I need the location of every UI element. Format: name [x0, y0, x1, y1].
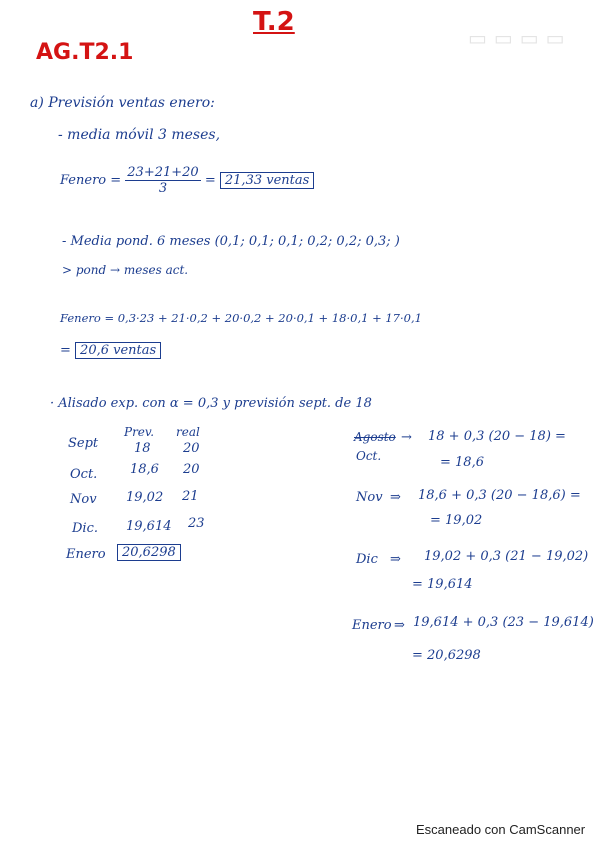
camscanner-footer: Escaneado con CamScanner — [416, 822, 586, 837]
equals-sign: = — [60, 343, 71, 358]
calc-label: Dic — [356, 552, 378, 567]
weighted-average-formula: Fenero = 0,3·23 + 21·0,2 + 20·0,2 + 20·0,1 + 18·0,1 + 17·0,1 — [60, 311, 422, 325]
column-header-real: real — [176, 425, 200, 439]
weighted-average-note: > pond → meses act. — [62, 263, 189, 277]
moving-average-label: - media móvil 3 meses, — [58, 127, 221, 143]
table-row-real: 20 — [183, 462, 200, 477]
table-row-month: Oct. — [70, 467, 98, 482]
fraction-numerator: 23+21+20 — [127, 165, 199, 180]
fraction — [125, 165, 200, 196]
final-forecast-value: 20,6298 — [117, 544, 181, 561]
arrow-icon: → — [401, 430, 412, 445]
calc-expression: 19,614 + 0,3 (23 − 19,614) — [413, 615, 594, 630]
column-header-prev: Prev. — [124, 425, 155, 439]
weighted-average-label: - Media pond. 6 meses (0,1; 0,1; 0,1; 0,2; 0,2; 0,3; ) — [62, 234, 400, 249]
calc-result: = 19,614 — [412, 577, 473, 592]
equals-sign: = — [204, 173, 216, 188]
moving-average-formula — [60, 165, 314, 196]
calc-label: Nov — [356, 490, 383, 505]
table-row-real: 21 — [182, 489, 199, 504]
table-row-prev: 19,614 — [126, 519, 172, 534]
table-row-prev: 19,02 — [126, 490, 164, 505]
calc-expression: 18 + 0,3 (20 − 18) = — [428, 429, 566, 444]
calc-result: = 19,02 — [430, 513, 483, 528]
final-forecast-label: Enero — [66, 547, 106, 562]
fraction-denominator: 3 — [158, 181, 168, 196]
table-row-prev: 18,6 — [130, 462, 159, 477]
weighted-average-result-line — [60, 343, 161, 358]
arrow-icon: ⇒ — [394, 618, 405, 633]
part-a-heading: a) Previsión ventas enero: — [30, 95, 215, 111]
moving-average-result: 21,33 ventas — [220, 172, 314, 189]
calc-label: Oct. — [356, 449, 382, 463]
page-title: T.2 — [253, 7, 295, 37]
table-row-month: Nov — [70, 492, 97, 507]
calc-expression: 18,6 + 0,3 (20 − 18,6) = — [418, 488, 581, 503]
weighted-average-result: 20,6 ventas — [75, 342, 161, 359]
table-row-month: Sept — [68, 436, 99, 451]
table-row-month: Dic. — [72, 521, 98, 536]
table-row-prev: 18 — [134, 441, 151, 456]
calc-label-struck: Agosto — [354, 430, 396, 444]
calc-result: = 18,6 — [440, 455, 484, 470]
arrow-icon: ⇒ — [390, 490, 401, 505]
calc-label: Enero — [352, 618, 392, 633]
calc-result: = 20,6298 — [412, 648, 481, 663]
bleed-through-mark: ▭ ▭ ▭ ▭ — [468, 26, 565, 50]
section-title: AG.T2.1 — [36, 40, 134, 65]
formula-lhs: Fenero = — [60, 173, 122, 188]
table-row-real: 20 — [183, 441, 200, 456]
table-row-real: 23 — [188, 516, 205, 531]
calc-expression: 19,02 + 0,3 (21 − 19,02) — [424, 549, 589, 564]
smoothing-heading: · Alisado exp. con α = 0,3 y previsión sept. de 18 — [50, 396, 372, 411]
arrow-icon: ⇒ — [390, 552, 401, 567]
